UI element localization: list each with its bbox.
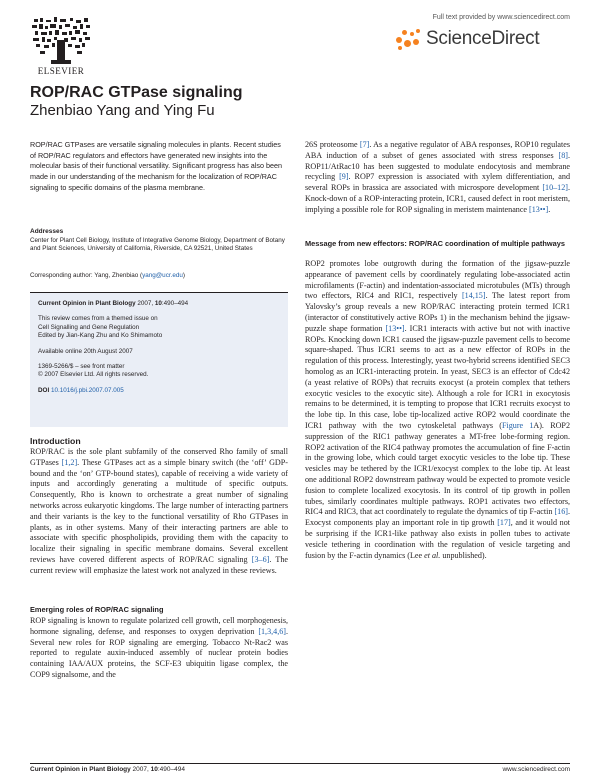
copyright: © 2007 Elsevier Ltd. All rights reserved. bbox=[38, 371, 149, 379]
journal-citation bbox=[38, 300, 280, 308]
available-online: Available online 20th August 2007 bbox=[38, 347, 133, 355]
footer-year: 2007, bbox=[130, 766, 151, 773]
corresponding-prefix: Corresponding author: Yang, Zhenbiao ( bbox=[30, 272, 143, 279]
full-text-note[interactable]: Full text provided by www.sciencedirect.com bbox=[432, 14, 570, 21]
footer-citation bbox=[30, 766, 185, 773]
issn: 1369-5266/$ – see front matter bbox=[38, 363, 125, 371]
citation-link[interactable]: [1,3,4,6] bbox=[258, 626, 286, 636]
issue-line-3: Edited by Jian-Kang Zhu and Ko Shimamoto bbox=[38, 332, 163, 340]
citation-link[interactable]: [7] bbox=[359, 140, 370, 149]
footer-url[interactable]: www.sciencedirect.com bbox=[502, 766, 570, 773]
sciencedirect-brand: ScienceDirect bbox=[426, 28, 540, 49]
sciencedirect-logo[interactable] bbox=[396, 27, 539, 51]
citation-link[interactable]: [9] bbox=[339, 172, 349, 182]
doi-link[interactable]: 10.1016/j.pbi.2007.07.005 bbox=[50, 386, 124, 394]
addresses-heading: Addresses bbox=[30, 228, 64, 235]
emerging-roles-heading: Emerging roles of ROP/RAC signaling bbox=[30, 605, 164, 614]
emerging-roles-paragraph: ROP signaling is known to regulate polarized cell growth, cell morphogenesis, hormone signaling, defense, and responses to oxygen deprivation [1,3,4,6]. Several new roles for ROP signaling are emerging. Tobacco Nt-Rac2 was reported to regulate auxin-induced assembly of nuclear protein bodies containing IAA/AUX proteins, the SCF-E3 ubiquitin ligase complex, the COP9 signalsome, and the bbox=[30, 616, 288, 679]
new-effectors-paragraph: ROP2 promotes lobe outgrowth during the formation of the jigsaw-puzzle appearance of pavement cells by coordinately regulating lobe-associated actin microfilaments (F-actin) and indentation-associated microtubules (MTs) through two effectors, RIC4 and RIC1, respectively [14,15]. The latest report from Yalovsky’s group reveals a new ROP/RAC interacting protein termed ICR1 (interactor of constitutively active ROPs 1) in the mechanism behind the jigsaw-puzzle shape formation [13••]. ICR1 interacts with active but not with inactive ROPs. Knocking down ICR1 caused the jigsaw-puzzle pavement cells to become square-shaped. Thus ICR1 seems to act as a new effector of ROPs in the regulation of this process. Interestingly, yeast two-hybrid screens identified SEC3 homolog as an ICR1-interacting protein. In yeast, SEC3 is an effector of Cdc42 (a yeast relative of ROPs) that recruits exocyst (a protein complex that tethers exocytic vesicles to the exocytic site). Although a role for ICR1 in exocytosis remains to be determined, it is tempting to propose that ICR1 recruits exocyst to the lobe tip. In this case, lobe tip-localized active ROP2 would coordinate the ICR1 pathway with the two cytoskeletal pathways (Figure 1A). ROP2 suppression of the RIC1 pathway generates a MT-free lobe-forming region. ROP2 activation of the RIC4 pathway promotes the accumulation of fine F-actin in the growing lobe, which could target exocytic vesicles to the lobe tip. These vesicles may be tethered by the ICR1/exocyst complex to the lobe tip. At least one additional ROP2 downstream pathway would be expected to promote vesicle fusion to complete localized exocytosis. In its control of tip growth in pollen tubes, similarly coordinates multiple pathways. ROP1 activates two effectors, RIC4 and RIC3, that act coordinately to regulate the dynamics of tip F-actin [16]. Exocyst components play an important role in tip growth [17], and it would not be surprising if the ICR1-like pathway also exists in pollen tubes to activate vesicle tethering in coordination with the regulation of vesicle targeting and fusion by the F-actin dynamics (Lee et al. unpublished). bbox=[305, 259, 570, 560]
journal-pages: :490–494 bbox=[161, 300, 189, 307]
footer-pages: :490–494 bbox=[157, 766, 185, 773]
journal-volume: 10 bbox=[154, 300, 162, 307]
journal-name: Current Opinion in Plant Biology bbox=[38, 300, 136, 307]
addresses-text: Center for Plant Cell Biology, Institute of Integrative Genome Biology, Department of Botany and Plant Sciences, University of California, Riverside, CA 92521, United States bbox=[30, 237, 285, 253]
article-info-box bbox=[30, 292, 288, 427]
new-effectors-heading: Message from new effectors: ROP/RAC coordination of multiple pathways bbox=[305, 239, 565, 248]
elsevier-logo bbox=[30, 16, 92, 66]
citation-link[interactable]: [16] bbox=[554, 507, 568, 517]
corresponding-author bbox=[30, 272, 185, 279]
author-email-link[interactable]: yang@ucr.edu bbox=[142, 272, 183, 279]
article-title: ROP/RAC GTPase signaling bbox=[30, 84, 243, 101]
themed-issue bbox=[38, 315, 280, 340]
citation-link[interactable]: [13••] bbox=[385, 323, 405, 333]
footer-divider bbox=[30, 763, 570, 764]
introduction-paragraph: ROP/RAC is the sole plant subfamily of the conserved Rho family of small GTPases [1,2]. These GTPases act as a simple binary switch (the ‘off’ GDP-bound and the ‘on’ GTP-bound states), capable of receiving a wide variety of inputs and accordingly generating a multitude of specific outputs. Consequently, Rho is known to orchestrate a great number of signaling networks across eukaryotic kingdoms. The large number of interacting partners and their variants is the key to the functional versatility of Rho GTPases in plants, as in other systems. Many of their interacting partners are able to associate with specific phospholipids, providing them with the capacity to localize their signaling in specific membrane domains. Several excellent reviews have covered different aspects of ROP/RAC signaling [3–6]. The current review will emphasize the latest work not analyzed in these reviews. bbox=[30, 447, 288, 575]
elsevier-tree-icon bbox=[30, 16, 92, 66]
citation-link[interactable]: [13••] bbox=[529, 204, 549, 214]
issue-line-2: Cell Signalling and Gene Regulation bbox=[38, 323, 140, 331]
publisher-name: ELSEVIER bbox=[37, 66, 85, 76]
issue-line-1: This review comes from a themed issue on bbox=[38, 315, 158, 323]
sciencedirect-dots-icon bbox=[396, 27, 422, 51]
footer-volume: 10 bbox=[150, 766, 158, 773]
copyright-block bbox=[38, 363, 280, 380]
emerging-roles-continued: 26S proteosome [7]. As a negative regulator of ABA responses, ROP10 regulates ABA induction of a subset of genes associated with stress responses [8]. ROP11/AtRac10 has been suggested to modulate endocytosis and membrane recycling [9]. ROP7 expression is associated with xylem differentiation, and several ROPs in brassica are associated with microspore development [10–12]. Knock-down of a ROP-interacting protein, ICR1, caused defect in root meristem, implying a possible role for ROP signaling in meristem maintenance [13••]. bbox=[305, 140, 570, 214]
citation-link[interactable]: [10–12] bbox=[542, 183, 568, 193]
journal-year: 2007, bbox=[135, 300, 155, 307]
citation-link[interactable]: [14,15] bbox=[461, 291, 486, 301]
abstract: ROP/RAC GTPases are versatile signaling molecules in plants. Recent studies of ROP/RAC regulators and effectors have generated new insights into the molecular basis of their functional versatility. Significant progress has also been made in our understanding of the mechanism for the localization of ROP/RAC signaling to specific domains of the plasma membrane. bbox=[30, 140, 282, 192]
citation-link[interactable]: [1,2] bbox=[61, 457, 78, 467]
introduction-heading: Introduction bbox=[30, 436, 81, 446]
doi-label: DOI bbox=[38, 386, 51, 394]
citation-link[interactable]: [17] bbox=[497, 518, 511, 528]
corresponding-suffix: ) bbox=[182, 272, 185, 279]
doi-line bbox=[38, 387, 280, 395]
citation-link[interactable]: [3–6] bbox=[251, 554, 270, 564]
footer-journal: Current Opinion in Plant Biology bbox=[30, 766, 131, 773]
article-authors: Zhenbiao Yang and Ying Fu bbox=[30, 102, 215, 119]
citation-link[interactable]: [8] bbox=[558, 150, 568, 160]
figure-link[interactable]: Figure 1 bbox=[501, 420, 534, 430]
